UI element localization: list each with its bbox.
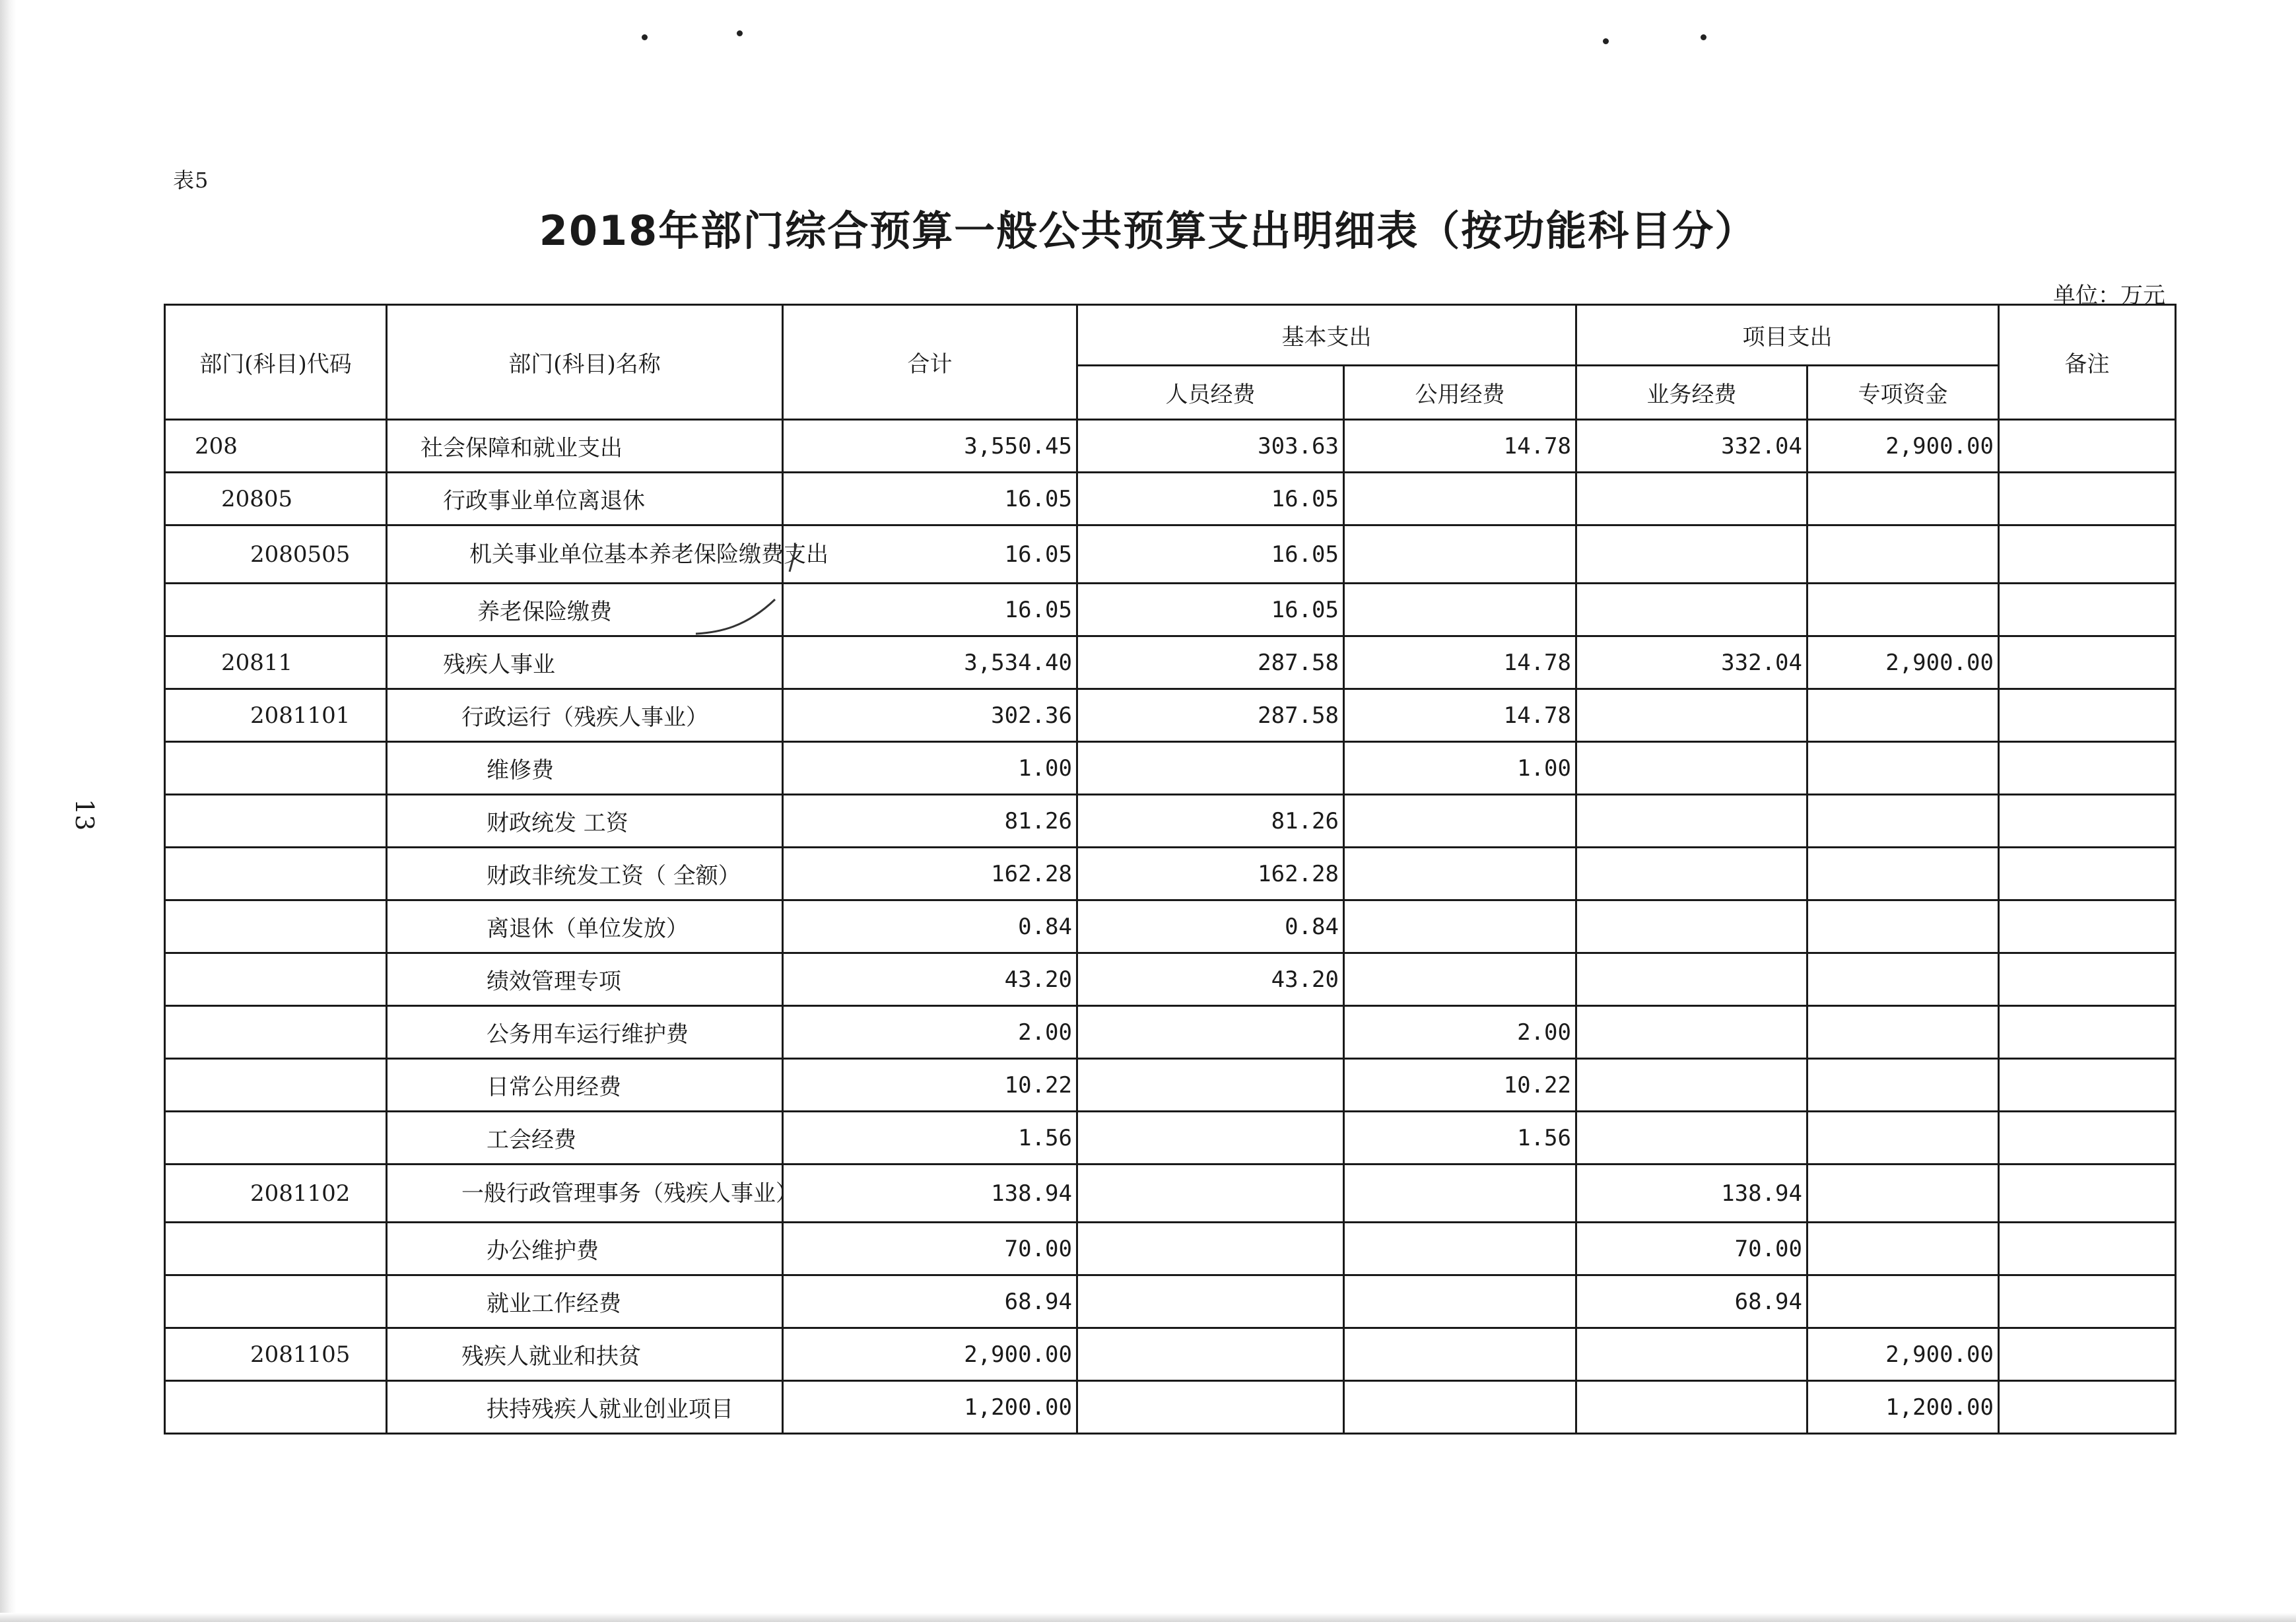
cell-name: 扶持残疾人就业创业项目 (387, 1381, 783, 1434)
cell-name: 工会经费 (387, 1112, 783, 1165)
table-row (165, 953, 2176, 1006)
header-row-1 (165, 305, 2176, 366)
cell-total: 138.94 (783, 1165, 1077, 1223)
cell-code (165, 742, 387, 795)
cell-special: 2,900.00 (1807, 420, 1999, 473)
header-public: 公用经费 (1344, 366, 1576, 420)
cell-name: 机关事业单位基本养老保险缴费支出 (387, 525, 783, 584)
cell-remark (1999, 473, 2176, 525)
cell-business (1576, 1381, 1807, 1434)
scan-speck (642, 34, 648, 40)
cell-code (165, 1381, 387, 1434)
cell-total: 3,550.45 (783, 420, 1077, 473)
cell-special (1807, 473, 1999, 525)
cell-name: 残疾人事业 (387, 636, 783, 689)
table-row (165, 1006, 2176, 1059)
cell-special (1807, 1275, 1999, 1328)
cell-remark (1999, 1275, 2176, 1328)
pen-mark (787, 541, 800, 574)
cell-total: 2,900.00 (783, 1328, 1077, 1381)
table-row (165, 689, 2176, 742)
header-code: 部门(科目)代码 (165, 305, 387, 420)
cell-business: 68.94 (1576, 1275, 1807, 1328)
cell-business: 70.00 (1576, 1223, 1807, 1275)
cell-code (165, 1275, 387, 1328)
cell-personnel (1077, 1328, 1344, 1381)
cell-business (1576, 525, 1807, 584)
cell-remark (1999, 742, 2176, 795)
cell-personnel (1077, 1112, 1344, 1165)
cell-remark (1999, 525, 2176, 584)
table-row (165, 584, 2176, 636)
table-row (165, 848, 2176, 900)
cell-total: 16.05 (783, 473, 1077, 525)
cell-special (1807, 1059, 1999, 1112)
cell-personnel: 0.84 (1077, 900, 1344, 953)
cell-total: 81.26 (783, 795, 1077, 848)
scan-speck (737, 30, 743, 36)
cell-public (1344, 795, 1576, 848)
cell-total: 1.00 (783, 742, 1077, 795)
cell-special (1807, 584, 1999, 636)
cell-total: 3,534.40 (783, 636, 1077, 689)
cell-business (1576, 584, 1807, 636)
cell-business: 138.94 (1576, 1165, 1807, 1223)
table-row (165, 420, 2176, 473)
cell-personnel (1077, 1275, 1344, 1328)
unit-label: 单位：万元 (2053, 283, 2165, 309)
cell-remark (1999, 636, 2176, 689)
table-row (165, 1223, 2176, 1275)
cell-remark (1999, 1059, 2176, 1112)
cell-name: 就业工作经费 (387, 1275, 783, 1328)
cell-total: 302.36 (783, 689, 1077, 742)
cell-personnel: 287.58 (1077, 689, 1344, 742)
header-basic: 基本支出 (1077, 305, 1576, 366)
scan-bottom-shadow (0, 1613, 2296, 1622)
table-row (165, 1059, 2176, 1112)
cell-public (1344, 953, 1576, 1006)
cell-public: 1.56 (1344, 1112, 1576, 1165)
cell-code (165, 848, 387, 900)
cell-business: 332.04 (1576, 420, 1807, 473)
cell-personnel (1077, 1006, 1344, 1059)
cell-total: 68.94 (783, 1275, 1077, 1328)
cell-remark (1999, 420, 2176, 473)
cell-name: 一般行政管理事务（残疾人事业） (387, 1165, 783, 1223)
cell-special (1807, 689, 1999, 742)
cell-personnel (1077, 1223, 1344, 1275)
cell-personnel: 16.05 (1077, 584, 1344, 636)
cell-special: 2,900.00 (1807, 636, 1999, 689)
cell-public: 14.78 (1344, 420, 1576, 473)
cell-public: 14.78 (1344, 636, 1576, 689)
cell-remark (1999, 1165, 2176, 1223)
cell-code (165, 953, 387, 1006)
cell-business (1576, 848, 1807, 900)
cell-special (1807, 795, 1999, 848)
cell-personnel (1077, 1165, 1344, 1223)
cell-business (1576, 1059, 1807, 1112)
table-row (165, 1275, 2176, 1328)
cell-special (1807, 525, 1999, 584)
table-row (165, 900, 2176, 953)
cell-special (1807, 742, 1999, 795)
cell-code: 2081105 (165, 1328, 387, 1381)
header-project: 项目支出 (1576, 305, 1999, 366)
cell-total: 162.28 (783, 848, 1077, 900)
cell-code (165, 900, 387, 953)
budget-table (164, 304, 2177, 1435)
table-row (165, 1165, 2176, 1223)
cell-business (1576, 900, 1807, 953)
cell-public (1344, 1328, 1576, 1381)
cell-name: 离退休（单位发放） (387, 900, 783, 953)
cell-special (1807, 1223, 1999, 1275)
cell-special: 1,200.00 (1807, 1381, 1999, 1434)
cell-name: 养老保险缴费 (387, 584, 783, 636)
cell-personnel: 303.63 (1077, 420, 1344, 473)
cell-public (1344, 473, 1576, 525)
cell-business (1576, 953, 1807, 1006)
cell-business (1576, 742, 1807, 795)
cell-remark (1999, 900, 2176, 953)
cell-name: 残疾人就业和扶贫 (387, 1328, 783, 1381)
cell-remark (1999, 1328, 2176, 1381)
cell-special (1807, 900, 1999, 953)
cell-personnel: 16.05 (1077, 473, 1344, 525)
cell-public (1344, 900, 1576, 953)
cell-code (165, 1006, 387, 1059)
cell-total: 1,200.00 (783, 1381, 1077, 1434)
cell-total: 10.22 (783, 1059, 1077, 1112)
cell-public (1344, 1165, 1576, 1223)
cell-public (1344, 584, 1576, 636)
cell-code: 2080505 (165, 525, 387, 584)
table-row (165, 636, 2176, 689)
cell-personnel: 81.26 (1077, 795, 1344, 848)
table-row (165, 795, 2176, 848)
cell-special: 2,900.00 (1807, 1328, 1999, 1381)
cell-public: 1.00 (1344, 742, 1576, 795)
cell-personnel (1077, 1381, 1344, 1434)
scan-speck (1603, 38, 1609, 44)
cell-code: 2081101 (165, 689, 387, 742)
cell-total: 2.00 (783, 1006, 1077, 1059)
cell-personnel: 16.05 (1077, 525, 1344, 584)
cell-special (1807, 953, 1999, 1006)
header-personnel: 人员经费 (1077, 366, 1344, 420)
cell-code (165, 1223, 387, 1275)
page-title: 2018年部门综合预算一般公共预算支出明细表（按功能科目分） (539, 207, 1757, 255)
page-number: 13 (70, 799, 99, 831)
cell-code: 20805 (165, 473, 387, 525)
cell-personnel (1077, 1059, 1344, 1112)
cell-name: 绩效管理专项 (387, 953, 783, 1006)
cell-name: 日常公用经费 (387, 1059, 783, 1112)
table-row (165, 1328, 2176, 1381)
cell-name: 社会保障和就业支出 (387, 420, 783, 473)
cell-remark (1999, 953, 2176, 1006)
cell-special (1807, 848, 1999, 900)
table-row (165, 525, 2176, 584)
cell-remark (1999, 848, 2176, 900)
cell-code (165, 1112, 387, 1165)
cell-total: 0.84 (783, 900, 1077, 953)
cell-code (165, 584, 387, 636)
cell-code: 20811 (165, 636, 387, 689)
cell-remark (1999, 1381, 2176, 1434)
cell-business (1576, 1006, 1807, 1059)
table-row (165, 473, 2176, 525)
cell-total: 43.20 (783, 953, 1077, 1006)
pen-mark (693, 594, 779, 640)
cell-special (1807, 1165, 1999, 1223)
cell-total: 16.05 (783, 584, 1077, 636)
cell-personnel (1077, 742, 1344, 795)
scan-speck (1701, 34, 1706, 40)
cell-public: 2.00 (1344, 1006, 1576, 1059)
header-remark: 备注 (1999, 305, 2176, 420)
cell-name: 行政事业单位离退休 (387, 473, 783, 525)
cell-remark (1999, 1006, 2176, 1059)
cell-public: 14.78 (1344, 689, 1576, 742)
cell-total: 16.05 (783, 525, 1077, 584)
cell-name: 财政统发 工资 (387, 795, 783, 848)
cell-name: 办公维护费 (387, 1223, 783, 1275)
cell-business (1576, 689, 1807, 742)
cell-business: 332.04 (1576, 636, 1807, 689)
cell-remark (1999, 584, 2176, 636)
cell-business (1576, 473, 1807, 525)
table-number: 表5 (173, 168, 209, 193)
cell-personnel: 287.58 (1077, 636, 1344, 689)
cell-business (1576, 1112, 1807, 1165)
cell-public (1344, 1275, 1576, 1328)
cell-remark (1999, 1223, 2176, 1275)
cell-name: 公务用车运行维护费 (387, 1006, 783, 1059)
cell-code: 2081102 (165, 1165, 387, 1223)
cell-total: 1.56 (783, 1112, 1077, 1165)
cell-special (1807, 1006, 1999, 1059)
cell-public (1344, 848, 1576, 900)
cell-public (1344, 1381, 1576, 1434)
cell-public (1344, 1223, 1576, 1275)
cell-code (165, 1059, 387, 1112)
table-row (165, 742, 2176, 795)
cell-name: 行政运行（残疾人事业） (387, 689, 783, 742)
cell-name: 财政非统发工资（ 全额） (387, 848, 783, 900)
table-row (165, 1112, 2176, 1165)
cell-remark (1999, 1112, 2176, 1165)
cell-code: 208 (165, 420, 387, 473)
header-total: 合计 (783, 305, 1077, 420)
header-special: 专项资金 (1807, 366, 1999, 420)
cell-personnel: 43.20 (1077, 953, 1344, 1006)
cell-name: 维修费 (387, 742, 783, 795)
header-business: 业务经费 (1576, 366, 1807, 420)
cell-code (165, 795, 387, 848)
cell-remark (1999, 795, 2176, 848)
header-name: 部门(科目)名称 (387, 305, 783, 420)
cell-business (1576, 1328, 1807, 1381)
cell-special (1807, 1112, 1999, 1165)
cell-remark (1999, 689, 2176, 742)
cell-total: 70.00 (783, 1223, 1077, 1275)
cell-business (1576, 795, 1807, 848)
cell-public: 10.22 (1344, 1059, 1576, 1112)
table-row (165, 1381, 2176, 1434)
cell-personnel: 162.28 (1077, 848, 1344, 900)
cell-public (1344, 525, 1576, 584)
